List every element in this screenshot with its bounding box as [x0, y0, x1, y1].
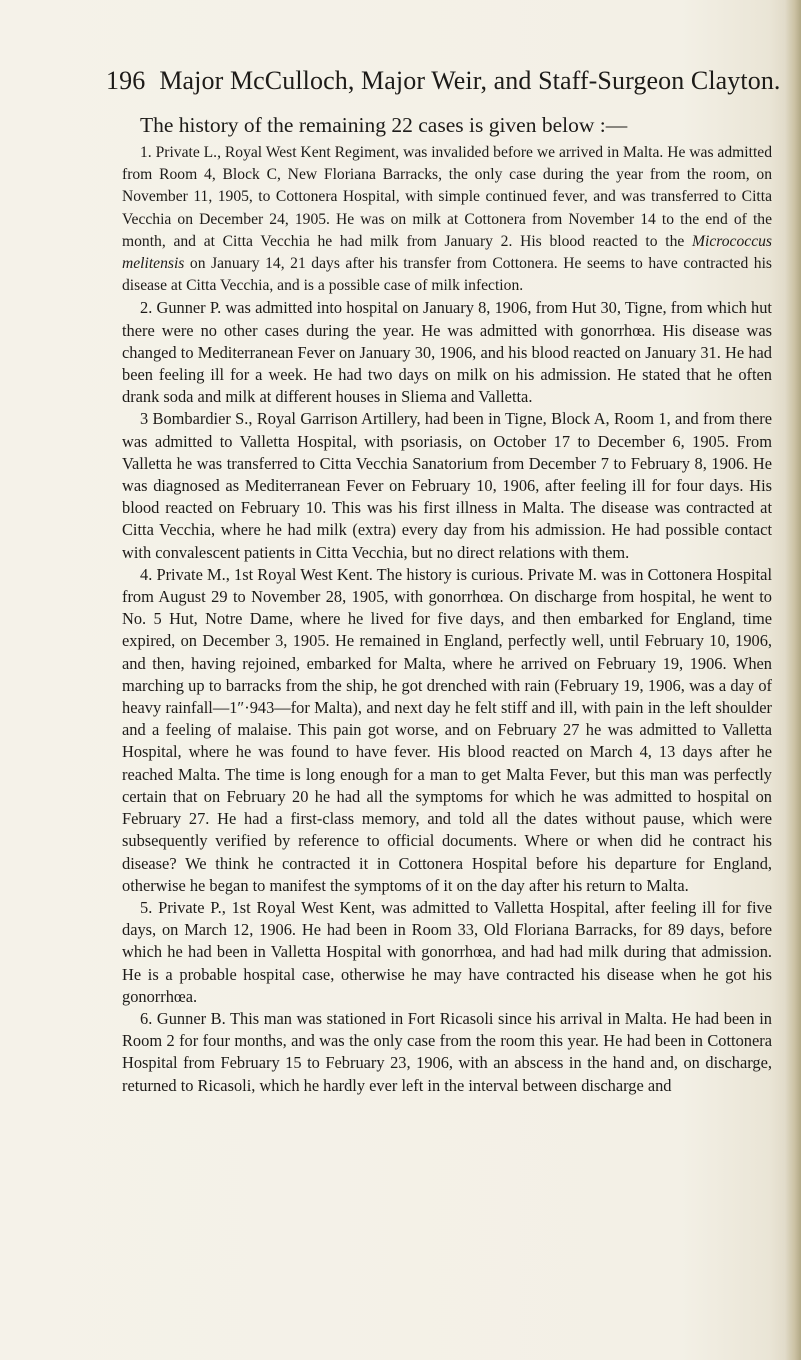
running-header: [106, 66, 781, 96]
case-1-text-before: 1. Private L., Royal West Kent Regiment, was invalided before we arrived in Malta. He was admitted from Room 4, Block C, New Floriana Barracks, the only case during the year from the room, on November 11, 1905, to Cottonera Hospital, with simple continued fever, and was transferred to Citta Vecchia on December 24, 1905. He was on milk at Cottonera from November 14 to the end of the month, and at Citta Vecchia he had milk from January 2. His blood reacted to the: [122, 144, 772, 250]
case-paragraph-3: 3 Bombardier S., Royal Garrison Artillery, had been in Tigne, Block A, Room 1, and from there was admitted to Valletta Hospital, with psoriasis, on October 17 to December 6, 1905. From Valletta he was transferred to Citta Vecchia Sanatorium from December 7 to February 8, 1906. He was diagnosed as Mediterranean Fever on February 10, 1906, after feeling ill for four days. His blood reacted on February 10. This was his first illness in Malta. The disease was contracted at Citta Vecchia, where he had milk (extra) every day from his admission. He had possible contact with convalescent patients in Citta Vecchia, but no direct relations with them.: [122, 409, 772, 562]
case-paragraph-2: 2. Gunner P. was admitted into hospital on January 8, 1906, from Hut 30, Tigne, from which hut there were no other cases during the year. He was admitted with gonorrhœa. His disease was changed to Mediterranean Fever on January 30, 1906, and his blood reacted on January 31. He had been feeling ill for a week. He had two days on milk on his admission. He stated that he often drank soda and milk at different houses in Sliema and Valletta.: [122, 298, 772, 407]
case-paragraph-6: 6. Gunner B. This man was stationed in Fort Ricasoli since his arrival in Malta. He had been in Room 2 for four months, and was the only case from the room this year. He had been in Cottonera Hospital from February 15 to February 23, 1906, with an abscess in the hand and, on discharge, returned to Ricasoli, which he hardly ever left in the interval between discharge and: [122, 1008, 772, 1095]
case-paragraph-4: 4. Private M., 1st Royal West Kent. The history is curious. Private M. was in Cottonera Hospital from August 29 to November 28, 1905, with gonorrhœa. On discharge from hospital, he went to No. 5 Hut, Notre Dame, where he lived for five days, and then embarked for England, time expired, on December 3, 1905. He remained in England, perfectly well, until February 10, 1906, and then, having rejoined, embarked for Malta, where he arrived on February 19, 1906. When marching up to barracks from the ship, he got drenched with rain (February 19, 1906, was a day of heavy rainfall—1″·943—for Malta), and next day he felt stiff and ill, with pain in the left shoulder and a feeling of malaise. This pain got worse, and on February 27 he was admitted to Valletta Hospital, where he was found to have fever. His blood reacted on March 4, 13 days after he reached Malta. The time is long enough for a man to get Malta Fever, but this man was perfectly certain that on February 20 he had all the symptoms for which he was admitted to hospital on February 27. He had a first-class memory, and told all the dates without pause, which were subsequently verified by reference to official documents. Where or when did he contract his disease? We think he contracted it in Cottonera Hospital before his departure for England, otherwise he began to manifest the symptoms of it on the day after his return to Malta.: [122, 564, 772, 895]
body-text: [122, 112, 772, 1097]
intro-line: The history of the remaining 22 cases is given below :—: [140, 113, 628, 137]
case-1-text-after: on January 14, 21 days after his transfer from Cottonera. He seems to have contracted his disease at Citta Vecchia, and is a possible case of milk infection.: [122, 255, 772, 295]
case-paragraph-1: [122, 142, 772, 297]
page-number: 196: [106, 66, 146, 95]
running-title: Major McCulloch, Major Weir, and Staff-Surgeon Clayton.: [159, 66, 781, 95]
case-1-italic-organism: Micrococcus melitensis: [122, 232, 772, 273]
case-paragraph-5: 5. Private P., 1st Royal West Kent, was admitted to Valletta Hospital, after feeling ill for five days, on March 12, 1906. He had been in Room 33, Old Floriana Barracks, for 89 days, before which he had been in Valletta Hospital with gonorrhœa, and had had milk during that admission. He is a probable hospital case, otherwise he may have contracted his disease when he got his gonorrhœa.: [122, 897, 772, 1006]
page-edge-shadow: [785, 0, 801, 1360]
